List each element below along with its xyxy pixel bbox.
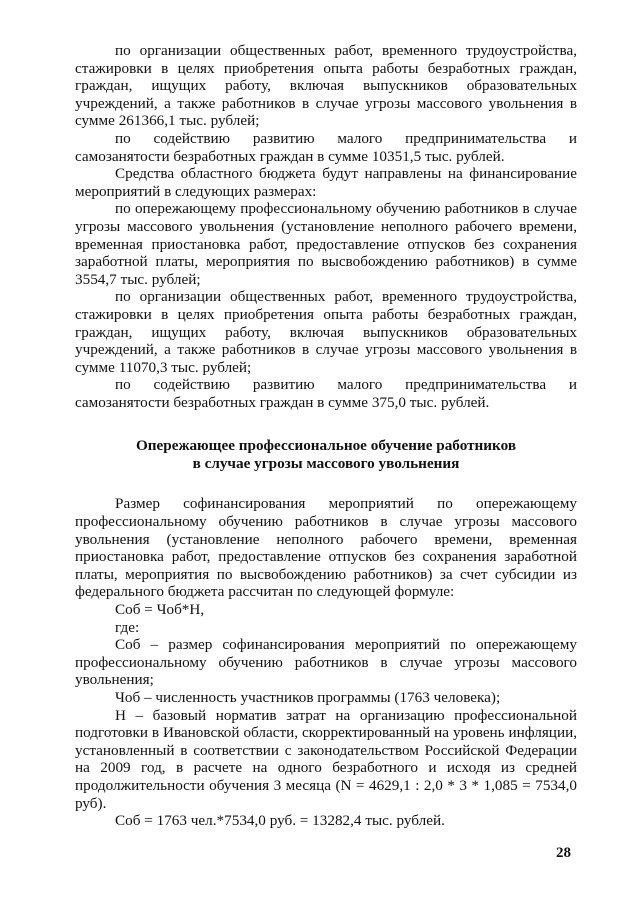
section-heading-line-1: Опережающее профессиональное обучение работников [135, 437, 517, 455]
body-text [75, 42, 577, 830]
section-heading [75, 437, 577, 473]
where-label: где: [115, 618, 140, 636]
paragraph: по организации общественных работ, временного трудоустройства, стажировки в целях приобретения опыта работы безработных граждан, граждан, ищущих работу, включая выпускников образовательных учреждений, а также работников в случае угрозы массового увольнения в сумме 261366,1 тыс. рублей; [75, 42, 577, 130]
section-heading-line-2: в случае угрозы массового увольнения [192, 455, 460, 473]
definition-paragraph: Н – базовый норматив затрат на организацию профессиональной подготовки в Ивановской области, скорректированный на уровень инфляции, установленный в соответствии с законодательством Российской Федерации на 2009 год, в расчете на одного безработного и исходя из средней продолжительности обучения 3 месяца (N = 4629,1 : 2,0 * 3 * 1,085 = 7534,0 руб). [75, 706, 577, 812]
paragraph: Средства областного бюджета будут направлены на финансирование мероприятий в следующих размерах: [75, 165, 577, 200]
formula-line: Соб = Чоб*Н, [115, 601, 205, 619]
page-number: 28 [556, 845, 571, 861]
paragraph: по содействию развитию малого предпринимательства и самозанятости безработных граждан в сумме 10351,5 тыс. рублей. [75, 129, 577, 165]
definition-paragraph: Чоб – численность участников программы (1763 человека); [115, 689, 501, 706]
paragraph: по организации общественных работ, временного трудоустройства, стажировки в целях приобретения опыта работы безработных граждан, граждан, ищущих работу, включая выпускников образовательных учреждений, а также работников в случае угрозы массового увольнения в сумме 11070,3 тыс. рублей; [75, 288, 577, 376]
paragraph: Размер софинансирования мероприятий по опережающему профессиональному обучению работников в случае угрозы массового увольнения (установление неполного рабочего времени, временная приостановка работ, предоставление отпусков без сохранения заработной платы, мероприятия по высвобождению работников) за счет субсидии из федерального бюджета рассчитан по следующей формуле: [75, 495, 577, 601]
definition-paragraph: Соб – размер софинансирования мероприятий по опережающему профессиональному обучению работников в случае угрозы массового увольнения; [75, 636, 577, 689]
paragraph: по опережающему профессиональному обучению работников в случае угрозы массового увольнения (установление неполного рабочего времени, временная приостановка работ, предоставление отпусков без сохранения заработной платы, мероприятия по высвобождению работников) в сумме 3554,7 тыс. рублей; [75, 200, 577, 288]
calculation-result: Соб = 1763 чел.*7534,0 руб. = 13282,4 тыс. рублей. [115, 812, 445, 830]
paragraph: по содействию развитию малого предпринимательства и самозанятости безработных граждан в сумме 375,0 тыс. рублей. [75, 376, 577, 411]
